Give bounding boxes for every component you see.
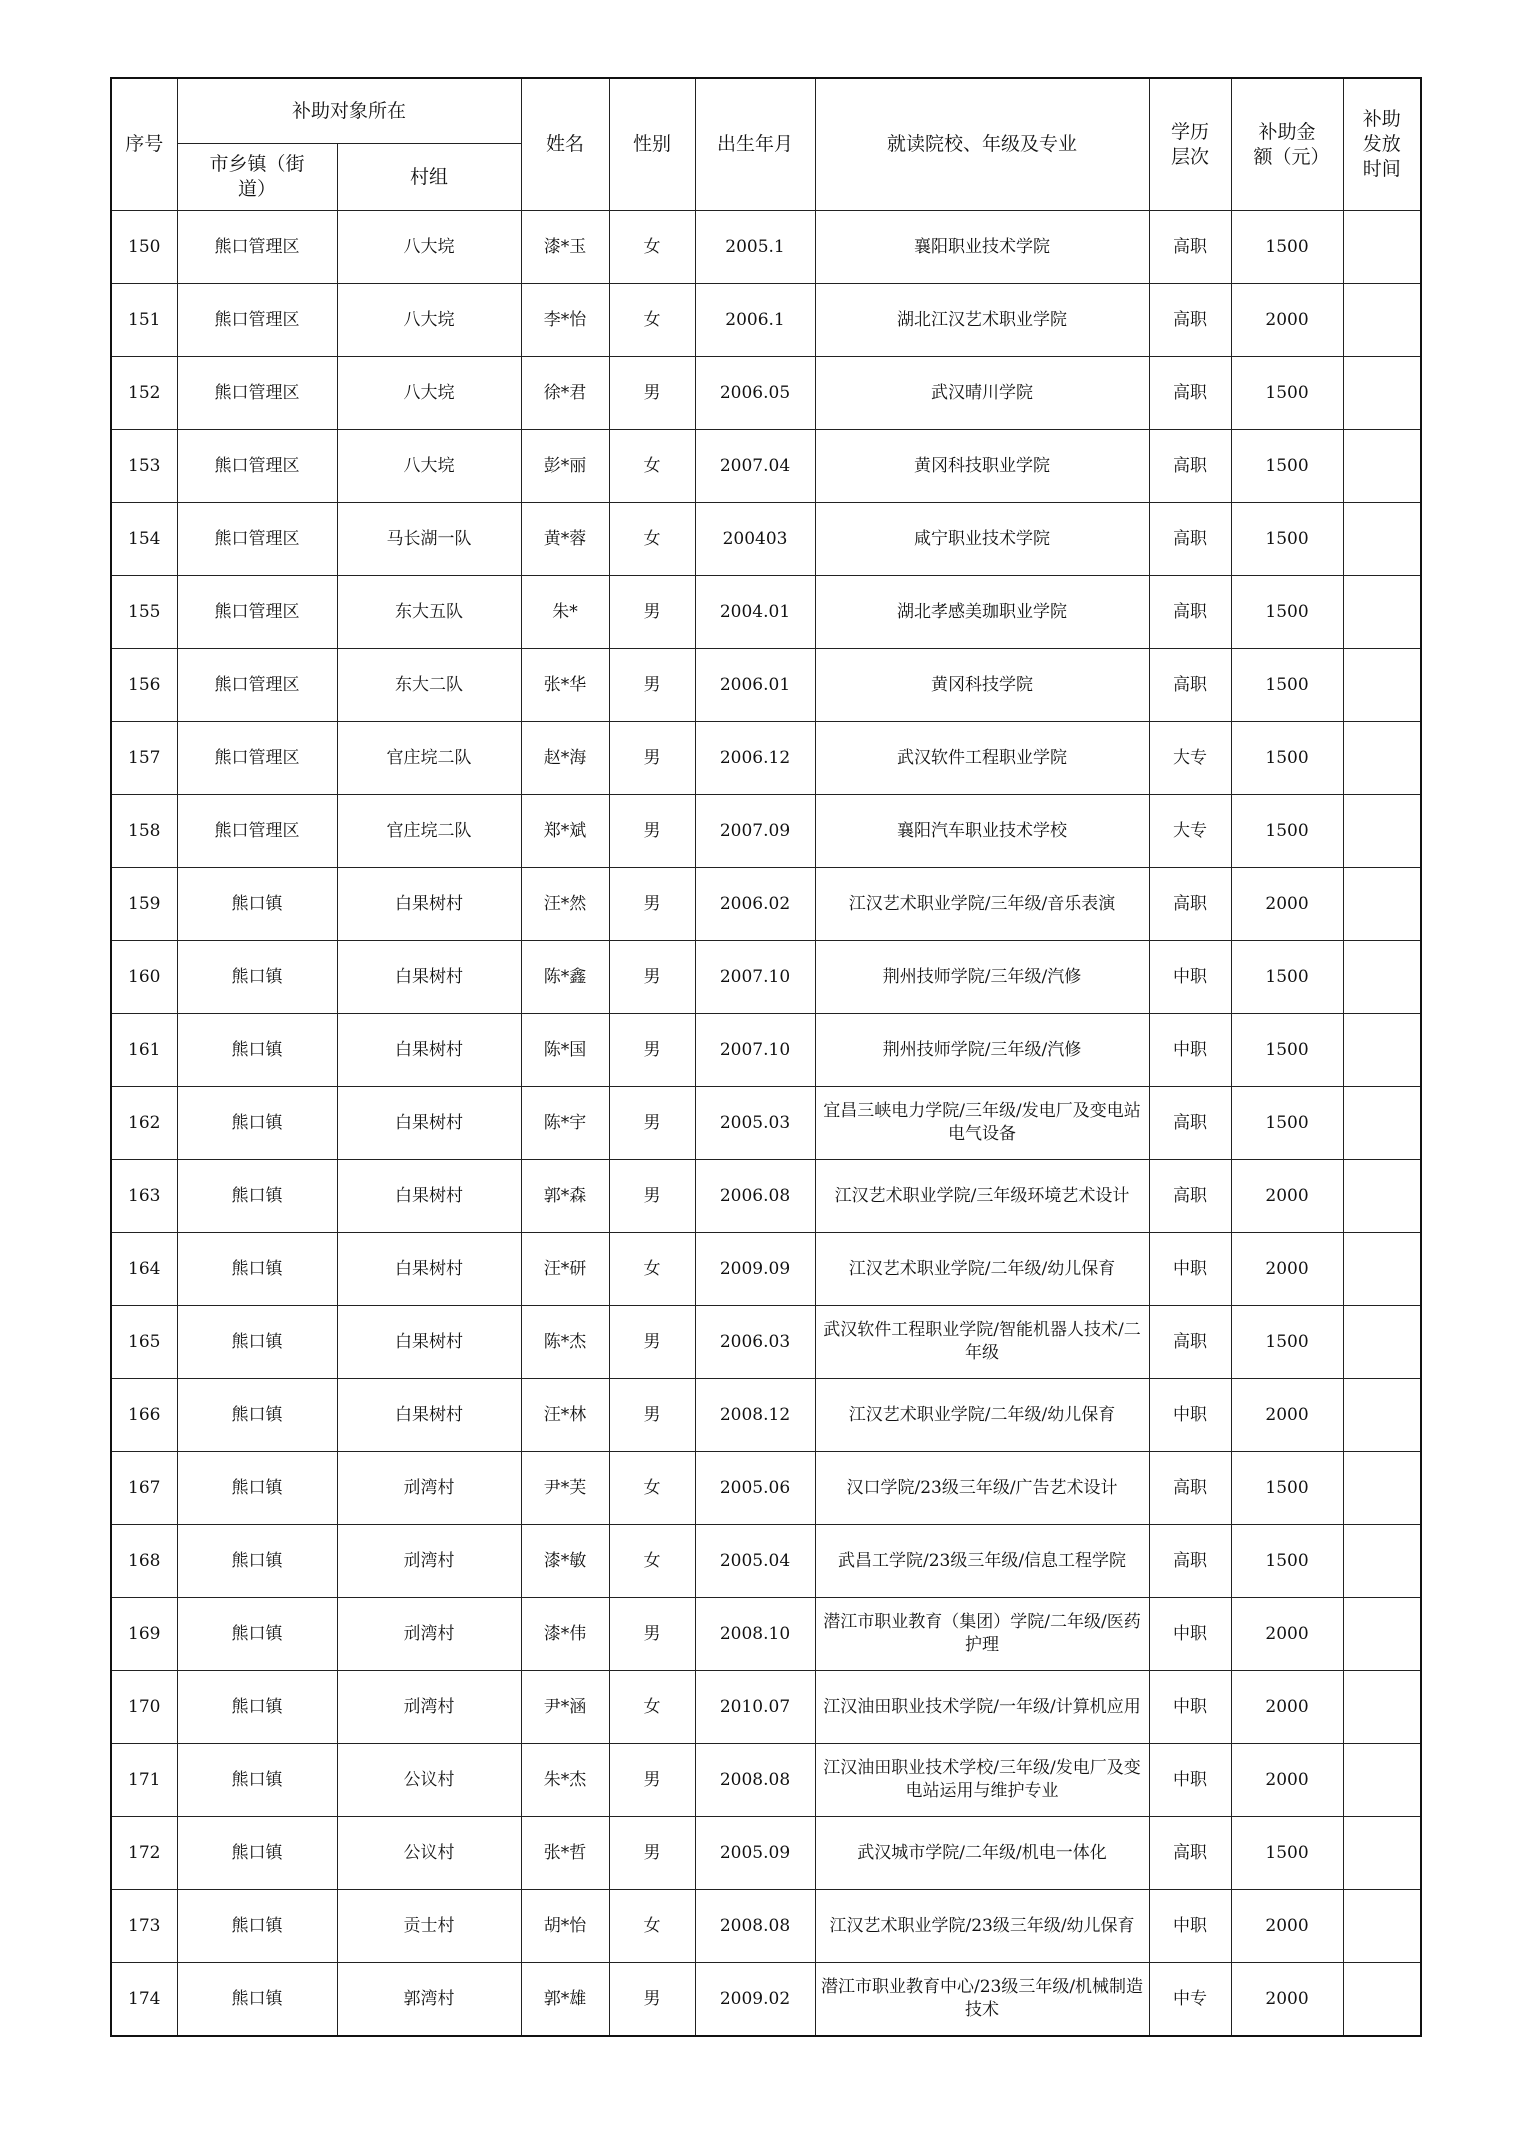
- cell-town: 熊口管理区: [177, 357, 337, 430]
- cell-name: 汪*林: [521, 1379, 609, 1452]
- cell-gender: 男: [609, 941, 695, 1014]
- cell-time: [1343, 430, 1421, 503]
- cell-amount: 2000: [1231, 1160, 1343, 1233]
- table-row: [111, 1452, 1421, 1525]
- cell-seq: 166: [111, 1379, 177, 1452]
- cell-level: 中职: [1149, 1014, 1231, 1087]
- table-row: [111, 503, 1421, 576]
- cell-time: [1343, 1452, 1421, 1525]
- cell-birth: 2009.09: [695, 1233, 815, 1306]
- cell-village: 刓湾村: [337, 1452, 521, 1525]
- table-row: [111, 1817, 1421, 1890]
- cell-name: 彭*丽: [521, 430, 609, 503]
- cell-town: 熊口镇: [177, 1160, 337, 1233]
- cell-birth: 2007.09: [695, 795, 815, 868]
- cell-birth: 2005.1: [695, 211, 815, 284]
- cell-village: 白果树村: [337, 868, 521, 941]
- cell-amount: 1500: [1231, 1087, 1343, 1160]
- cell-town: 熊口镇: [177, 1525, 337, 1598]
- table-row: [111, 284, 1421, 357]
- cell-village: 贡士村: [337, 1890, 521, 1963]
- cell-birth: 2006.03: [695, 1306, 815, 1379]
- cell-level: 高职: [1149, 1525, 1231, 1598]
- cell-level: 中职: [1149, 941, 1231, 1014]
- cell-town: 熊口镇: [177, 1306, 337, 1379]
- cell-name: 陈*宇: [521, 1087, 609, 1160]
- header-seq: 序号: [111, 78, 177, 211]
- cell-name: 胡*怡: [521, 1890, 609, 1963]
- table-row: [111, 1744, 1421, 1817]
- cell-amount: 1500: [1231, 576, 1343, 649]
- cell-birth: 2005.09: [695, 1817, 815, 1890]
- cell-gender: 男: [609, 1306, 695, 1379]
- table-row: [111, 1379, 1421, 1452]
- cell-seq: 164: [111, 1233, 177, 1306]
- table-row: [111, 941, 1421, 1014]
- cell-birth: 2004.01: [695, 576, 815, 649]
- cell-level: 高职: [1149, 1306, 1231, 1379]
- cell-amount: 1500: [1231, 503, 1343, 576]
- cell-seq: 170: [111, 1671, 177, 1744]
- cell-seq: 156: [111, 649, 177, 722]
- cell-school: 武汉城市学院/二年级/机电一体化: [815, 1817, 1149, 1890]
- cell-time: [1343, 1744, 1421, 1817]
- cell-village: 八大垸: [337, 284, 521, 357]
- cell-amount: 2000: [1231, 1379, 1343, 1452]
- cell-level: 中职: [1149, 1233, 1231, 1306]
- cell-birth: 2006.01: [695, 649, 815, 722]
- cell-amount: 1500: [1231, 795, 1343, 868]
- cell-school: 江汉艺术职业学院/三年级环境艺术设计: [815, 1160, 1149, 1233]
- cell-level: 高职: [1149, 357, 1231, 430]
- cell-school: 武汉晴川学院: [815, 357, 1149, 430]
- cell-time: [1343, 1598, 1421, 1671]
- cell-amount: 1500: [1231, 1014, 1343, 1087]
- cell-birth: 2006.02: [695, 868, 815, 941]
- cell-time: [1343, 1525, 1421, 1598]
- cell-village: 刓湾村: [337, 1598, 521, 1671]
- subsidy-roster-page: [110, 77, 1422, 2037]
- cell-village: 白果树村: [337, 1087, 521, 1160]
- cell-town: 熊口镇: [177, 868, 337, 941]
- cell-town: 熊口镇: [177, 1744, 337, 1817]
- cell-gender: 男: [609, 868, 695, 941]
- cell-birth: 2005.04: [695, 1525, 815, 1598]
- cell-school: 江汉艺术职业学院/三年级/音乐表演: [815, 868, 1149, 941]
- cell-gender: 男: [609, 1744, 695, 1817]
- cell-town: 熊口管理区: [177, 284, 337, 357]
- cell-town: 熊口镇: [177, 941, 337, 1014]
- cell-name: 朱*: [521, 576, 609, 649]
- cell-time: [1343, 503, 1421, 576]
- cell-school: 荆州技师学院/三年级/汽修: [815, 941, 1149, 1014]
- cell-town: 熊口镇: [177, 1233, 337, 1306]
- cell-name: 郭*雄: [521, 1963, 609, 2037]
- cell-seq: 160: [111, 941, 177, 1014]
- table-row: [111, 1014, 1421, 1087]
- cell-village: 公议村: [337, 1744, 521, 1817]
- cell-school: 宜昌三峡电力学院/三年级/发电厂及变电站电气设备: [815, 1087, 1149, 1160]
- cell-birth: 2006.1: [695, 284, 815, 357]
- cell-birth: 2006.05: [695, 357, 815, 430]
- table-header: [111, 78, 1421, 211]
- cell-seq: 165: [111, 1306, 177, 1379]
- cell-seq: 157: [111, 722, 177, 795]
- cell-level: 高职: [1149, 211, 1231, 284]
- cell-school: 荆州技师学院/三年级/汽修: [815, 1014, 1149, 1087]
- cell-birth: 2008.10: [695, 1598, 815, 1671]
- cell-name: 漆*伟: [521, 1598, 609, 1671]
- cell-time: [1343, 1014, 1421, 1087]
- header-village: 村组: [337, 144, 521, 211]
- cell-seq: 167: [111, 1452, 177, 1525]
- cell-gender: 男: [609, 1087, 695, 1160]
- table-row: [111, 868, 1421, 941]
- table-row: [111, 430, 1421, 503]
- header-town: 市乡镇（街道）: [177, 144, 337, 211]
- header-name: 姓名: [521, 78, 609, 211]
- cell-name: 陈*鑫: [521, 941, 609, 1014]
- table-row: [111, 1233, 1421, 1306]
- cell-time: [1343, 211, 1421, 284]
- cell-name: 陈*杰: [521, 1306, 609, 1379]
- cell-birth: 200403: [695, 503, 815, 576]
- cell-school: 汉口学院/23级三年级/广告艺术设计: [815, 1452, 1149, 1525]
- cell-school: 江汉艺术职业学院/二年级/幼儿保育: [815, 1233, 1149, 1306]
- cell-level: 高职: [1149, 1452, 1231, 1525]
- cell-town: 熊口镇: [177, 1087, 337, 1160]
- cell-seq: 168: [111, 1525, 177, 1598]
- cell-seq: 161: [111, 1014, 177, 1087]
- cell-village: 白果树村: [337, 1379, 521, 1452]
- cell-amount: 1500: [1231, 1525, 1343, 1598]
- cell-school: 武汉软件工程职业学院/智能机器人技术/二年级: [815, 1306, 1149, 1379]
- cell-town: 熊口镇: [177, 1452, 337, 1525]
- cell-time: [1343, 1306, 1421, 1379]
- cell-gender: 女: [609, 1525, 695, 1598]
- cell-gender: 男: [609, 1160, 695, 1233]
- cell-gender: 女: [609, 503, 695, 576]
- table-row: [111, 1306, 1421, 1379]
- cell-town: 熊口管理区: [177, 503, 337, 576]
- cell-village: 刓湾村: [337, 1525, 521, 1598]
- cell-seq: 174: [111, 1963, 177, 2037]
- cell-amount: 2000: [1231, 1598, 1343, 1671]
- cell-town: 熊口管理区: [177, 722, 337, 795]
- cell-village: 八大垸: [337, 357, 521, 430]
- table-row: [111, 1963, 1421, 2037]
- cell-village: 白果树村: [337, 1233, 521, 1306]
- cell-time: [1343, 284, 1421, 357]
- table-row: [111, 1160, 1421, 1233]
- cell-school: 江汉艺术职业学院/23级三年级/幼儿保育: [815, 1890, 1149, 1963]
- cell-level: 大专: [1149, 722, 1231, 795]
- cell-town: 熊口镇: [177, 1379, 337, 1452]
- header-school: 就读院校、年级及专业: [815, 78, 1149, 211]
- cell-school: 潜江市职业教育（集团）学院/二年级/医药护理: [815, 1598, 1149, 1671]
- cell-name: 漆*敏: [521, 1525, 609, 1598]
- cell-amount: 2000: [1231, 868, 1343, 941]
- cell-gender: 男: [609, 649, 695, 722]
- cell-village: 白果树村: [337, 1306, 521, 1379]
- cell-name: 张*华: [521, 649, 609, 722]
- subsidy-roster-table: [110, 77, 1422, 2037]
- cell-birth: 2008.12: [695, 1379, 815, 1452]
- cell-level: 高职: [1149, 649, 1231, 722]
- cell-village: 东大五队: [337, 576, 521, 649]
- cell-time: [1343, 1087, 1421, 1160]
- cell-amount: 2000: [1231, 1963, 1343, 2037]
- cell-village: 官庄垸二队: [337, 722, 521, 795]
- cell-town: 熊口管理区: [177, 795, 337, 868]
- cell-time: [1343, 868, 1421, 941]
- cell-time: [1343, 1233, 1421, 1306]
- cell-gender: 男: [609, 1817, 695, 1890]
- cell-seq: 154: [111, 503, 177, 576]
- table-row: [111, 576, 1421, 649]
- cell-amount: 1500: [1231, 649, 1343, 722]
- cell-school: 江汉油田职业技术学校/三年级/发电厂及变电站运用与维护专业: [815, 1744, 1149, 1817]
- cell-amount: 2000: [1231, 1744, 1343, 1817]
- cell-amount: 1500: [1231, 357, 1343, 430]
- cell-gender: 男: [609, 1598, 695, 1671]
- cell-name: 郑*斌: [521, 795, 609, 868]
- cell-time: [1343, 722, 1421, 795]
- cell-gender: 女: [609, 1890, 695, 1963]
- cell-name: 朱*杰: [521, 1744, 609, 1817]
- cell-name: 赵*海: [521, 722, 609, 795]
- cell-amount: 1500: [1231, 430, 1343, 503]
- cell-gender: 女: [609, 284, 695, 357]
- table-row: [111, 211, 1421, 284]
- cell-birth: 2007.10: [695, 1014, 815, 1087]
- cell-seq: 171: [111, 1744, 177, 1817]
- cell-level: 中职: [1149, 1379, 1231, 1452]
- table-row: [111, 1890, 1421, 1963]
- cell-time: [1343, 576, 1421, 649]
- cell-name: 郭*森: [521, 1160, 609, 1233]
- table-row: [111, 795, 1421, 868]
- cell-school: 黄冈科技职业学院: [815, 430, 1149, 503]
- cell-town: 熊口管理区: [177, 430, 337, 503]
- table-row: [111, 649, 1421, 722]
- cell-level: 中职: [1149, 1890, 1231, 1963]
- cell-gender: 男: [609, 576, 695, 649]
- cell-time: [1343, 1379, 1421, 1452]
- cell-gender: 女: [609, 211, 695, 284]
- cell-seq: 162: [111, 1087, 177, 1160]
- cell-level: 中职: [1149, 1671, 1231, 1744]
- header-birth: 出生年月: [695, 78, 815, 211]
- cell-name: 徐*君: [521, 357, 609, 430]
- cell-name: 汪*研: [521, 1233, 609, 1306]
- cell-birth: 2007.10: [695, 941, 815, 1014]
- table-row: [111, 1598, 1421, 1671]
- cell-name: 黄*蓉: [521, 503, 609, 576]
- cell-amount: 1500: [1231, 211, 1343, 284]
- cell-school: 江汉艺术职业学院/二年级/幼儿保育: [815, 1379, 1149, 1452]
- cell-village: 白果树村: [337, 1014, 521, 1087]
- cell-time: [1343, 941, 1421, 1014]
- cell-school: 襄阳汽车职业技术学校: [815, 795, 1149, 868]
- cell-level: 中职: [1149, 1744, 1231, 1817]
- cell-amount: 2000: [1231, 284, 1343, 357]
- cell-town: 熊口管理区: [177, 649, 337, 722]
- table-row: [111, 1525, 1421, 1598]
- cell-birth: 2005.06: [695, 1452, 815, 1525]
- header-gender: 性别: [609, 78, 695, 211]
- cell-level: 中专: [1149, 1963, 1231, 2037]
- cell-seq: 151: [111, 284, 177, 357]
- cell-school: 江汉油田职业技术学院/一年级/计算机应用: [815, 1671, 1149, 1744]
- cell-birth: 2005.03: [695, 1087, 815, 1160]
- cell-amount: 2000: [1231, 1890, 1343, 1963]
- cell-school: 咸宁职业技术学院: [815, 503, 1149, 576]
- cell-school: 武昌工学院/23级三年级/信息工程学院: [815, 1525, 1149, 1598]
- cell-seq: 155: [111, 576, 177, 649]
- cell-seq: 158: [111, 795, 177, 868]
- cell-time: [1343, 1890, 1421, 1963]
- cell-village: 八大垸: [337, 211, 521, 284]
- cell-birth: 2008.08: [695, 1744, 815, 1817]
- cell-amount: 2000: [1231, 1233, 1343, 1306]
- cell-village: 八大垸: [337, 430, 521, 503]
- cell-birth: 2006.08: [695, 1160, 815, 1233]
- cell-seq: 153: [111, 430, 177, 503]
- cell-level: 高职: [1149, 1160, 1231, 1233]
- cell-town: 熊口管理区: [177, 576, 337, 649]
- cell-seq: 169: [111, 1598, 177, 1671]
- cell-level: 高职: [1149, 576, 1231, 649]
- cell-name: 陈*国: [521, 1014, 609, 1087]
- cell-time: [1343, 1160, 1421, 1233]
- cell-birth: 2006.12: [695, 722, 815, 795]
- cell-level: 高职: [1149, 430, 1231, 503]
- cell-time: [1343, 649, 1421, 722]
- cell-village: 马长湖一队: [337, 503, 521, 576]
- table-row: [111, 357, 1421, 430]
- cell-name: 尹*芙: [521, 1452, 609, 1525]
- cell-village: 官庄垸二队: [337, 795, 521, 868]
- cell-school: 襄阳职业技术学院: [815, 211, 1149, 284]
- header-amount: 补助金额（元）: [1231, 78, 1343, 211]
- cell-school: 黄冈科技学院: [815, 649, 1149, 722]
- cell-birth: 2009.02: [695, 1963, 815, 2037]
- cell-name: 尹*涵: [521, 1671, 609, 1744]
- cell-level: 中职: [1149, 1598, 1231, 1671]
- table-row: [111, 722, 1421, 795]
- cell-level: 高职: [1149, 1817, 1231, 1890]
- cell-town: 熊口镇: [177, 1817, 337, 1890]
- cell-amount: 1500: [1231, 1817, 1343, 1890]
- header-time: 补助发放时间: [1343, 78, 1421, 211]
- cell-name: 李*怡: [521, 284, 609, 357]
- cell-seq: 173: [111, 1890, 177, 1963]
- cell-school: 潜江市职业教育中心/23级三年级/机械制造技术: [815, 1963, 1149, 2037]
- cell-level: 高职: [1149, 868, 1231, 941]
- table-row: [111, 1671, 1421, 1744]
- cell-gender: 男: [609, 1963, 695, 2037]
- header-level: 学历层次: [1149, 78, 1231, 211]
- cell-gender: 女: [609, 430, 695, 503]
- cell-amount: 1500: [1231, 1306, 1343, 1379]
- table-body: [111, 211, 1421, 2037]
- cell-time: [1343, 1671, 1421, 1744]
- cell-town: 熊口管理区: [177, 211, 337, 284]
- cell-town: 熊口镇: [177, 1963, 337, 2037]
- cell-birth: 2008.08: [695, 1890, 815, 1963]
- cell-gender: 男: [609, 1379, 695, 1452]
- cell-seq: 163: [111, 1160, 177, 1233]
- cell-seq: 159: [111, 868, 177, 941]
- cell-time: [1343, 357, 1421, 430]
- cell-village: 刓湾村: [337, 1671, 521, 1744]
- cell-level: 大专: [1149, 795, 1231, 868]
- cell-amount: 1500: [1231, 1452, 1343, 1525]
- cell-town: 熊口镇: [177, 1598, 337, 1671]
- cell-town: 熊口镇: [177, 1014, 337, 1087]
- cell-amount: 2000: [1231, 1671, 1343, 1744]
- header-location-group: 补助对象所在: [177, 78, 521, 144]
- cell-school: 武汉软件工程职业学院: [815, 722, 1149, 795]
- cell-gender: 男: [609, 357, 695, 430]
- cell-gender: 男: [609, 1014, 695, 1087]
- cell-village: 白果树村: [337, 941, 521, 1014]
- cell-birth: 2010.07: [695, 1671, 815, 1744]
- cell-gender: 男: [609, 722, 695, 795]
- cell-village: 东大二队: [337, 649, 521, 722]
- cell-village: 公议村: [337, 1817, 521, 1890]
- cell-amount: 1500: [1231, 941, 1343, 1014]
- cell-town: 熊口镇: [177, 1671, 337, 1744]
- cell-gender: 女: [609, 1233, 695, 1306]
- cell-village: 白果树村: [337, 1160, 521, 1233]
- cell-name: 汪*然: [521, 868, 609, 941]
- cell-name: 漆*玉: [521, 211, 609, 284]
- cell-gender: 女: [609, 1452, 695, 1525]
- cell-school: 湖北江汉艺术职业学院: [815, 284, 1149, 357]
- cell-seq: 150: [111, 211, 177, 284]
- cell-village: 郭湾村: [337, 1963, 521, 2037]
- cell-gender: 男: [609, 795, 695, 868]
- cell-time: [1343, 1963, 1421, 2037]
- cell-amount: 1500: [1231, 722, 1343, 795]
- cell-time: [1343, 1817, 1421, 1890]
- table-row: [111, 1087, 1421, 1160]
- cell-level: 高职: [1149, 503, 1231, 576]
- cell-gender: 女: [609, 1671, 695, 1744]
- cell-town: 熊口镇: [177, 1890, 337, 1963]
- cell-birth: 2007.04: [695, 430, 815, 503]
- cell-seq: 172: [111, 1817, 177, 1890]
- cell-school: 湖北孝感美珈职业学院: [815, 576, 1149, 649]
- cell-name: 张*哲: [521, 1817, 609, 1890]
- cell-time: [1343, 795, 1421, 868]
- cell-seq: 152: [111, 357, 177, 430]
- cell-level: 高职: [1149, 1087, 1231, 1160]
- cell-level: 高职: [1149, 284, 1231, 357]
